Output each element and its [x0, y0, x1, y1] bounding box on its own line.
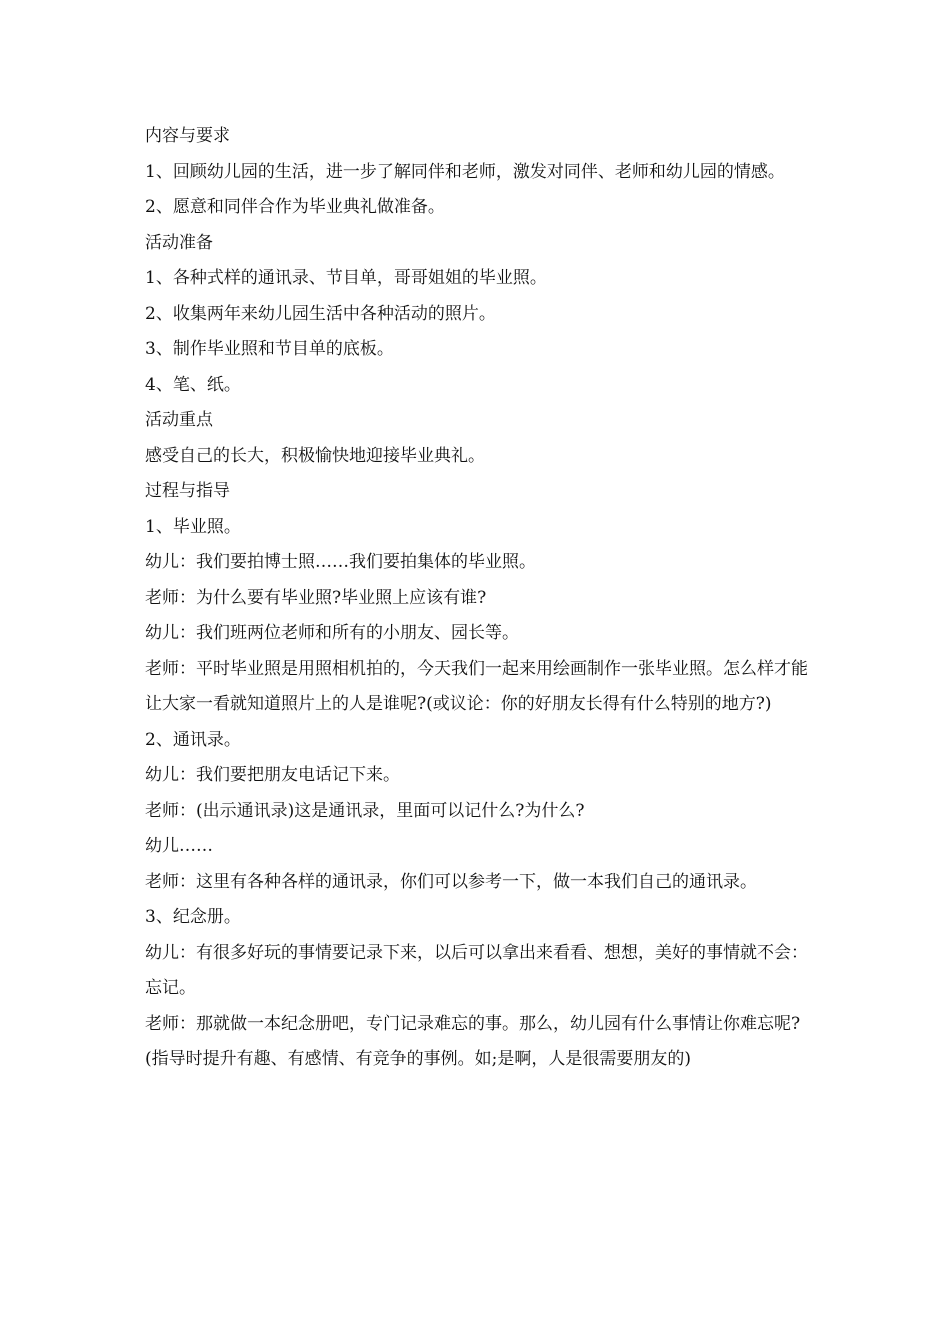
- paragraph: 3、纪念册。: [145, 907, 241, 927]
- section-heading-content-requirements: 内容与要求: [145, 126, 230, 146]
- section-heading-process-guidance: 过程与指导: [145, 481, 230, 501]
- paragraph: 幼儿：我们要拍博士照……我们要拍集体的毕业照。: [145, 552, 536, 572]
- paragraph: 感受自己的长大，积极愉快地迎接毕业典礼。: [145, 445, 485, 466]
- paragraph: 2、通讯录。: [145, 729, 241, 750]
- paragraph: 3、制作毕业照和节目单的底板。: [145, 339, 394, 359]
- paragraph: 幼儿：我们要把朋友电话记下来。: [145, 765, 400, 785]
- paragraph: 老师：平时毕业照是用照相机拍的，今天我们一起来用绘画制作一张毕业照。怎么样才能让大家一看就知道照片上的人是谁呢?(或议论：你的好朋友长得有什么特别的地方?): [145, 658, 808, 714]
- paragraph: 幼儿……: [145, 836, 213, 856]
- paragraph: 1、毕业照。: [145, 516, 241, 537]
- paragraph: 2、愿意和同伴合作为毕业典礼做准备。: [145, 197, 445, 217]
- paragraph: 2、收集两年来幼儿园生活中各种活动的照片。: [145, 303, 496, 324]
- section-heading-preparation: 活动准备: [145, 232, 213, 253]
- paragraph: 1、回顾幼儿园的生活，进一步了解同伴和老师，激发对同伴、老师和幼儿园的情感。: [145, 161, 785, 182]
- paragraph: 老师：(出示通讯录)这是通讯录，里面可以记什么?为什么?: [145, 800, 585, 821]
- paragraph: 老师：那就做一本纪念册吧，专门记录难忘的事。那么，幼儿园有什么事情让你难忘呢?(指导时提升有趣、有感情、有竞争的事例。如;是啊，人是很需要朋友的): [145, 1013, 801, 1069]
- paragraph: 老师：为什么要有毕业照?毕业照上应该有谁?: [145, 587, 487, 608]
- paragraph: 4、笔、纸。: [145, 374, 241, 395]
- paragraph: 幼儿：有很多好玩的事情要记录下来，以后可以拿出来看看、想想，美好的事情就不会：忘记。: [145, 942, 808, 998]
- section-heading-key-points: 活动重点: [145, 410, 213, 430]
- paragraph: 幼儿：我们班两位老师和所有的小朋友、园长等。: [145, 623, 519, 643]
- paragraph: 老师：这里有各种各样的通讯录，你们可以参考一下，做一本我们自己的通讯录。: [145, 871, 757, 892]
- document-body: [145, 119, 810, 1078]
- paragraph: 1、各种式样的通讯录、节目单，哥哥姐姐的毕业照。: [145, 268, 547, 288]
